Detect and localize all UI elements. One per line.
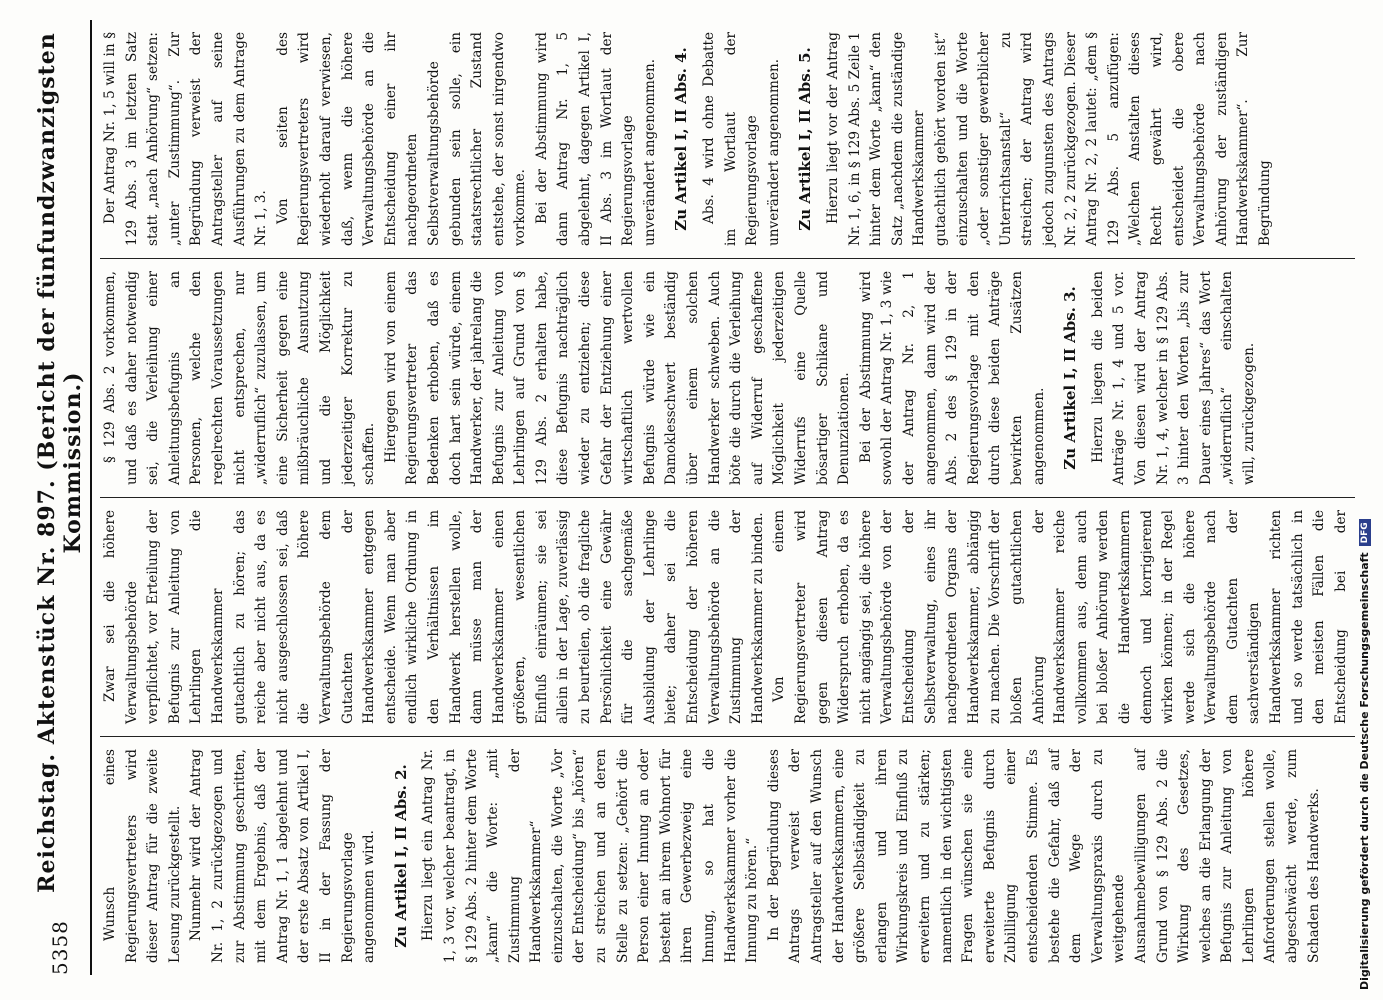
paragraph: Bei der Abstimmung wird dann Antrag Nr. 1, 5 abgelehnt, dagegen Artikel I, II Abs. 3 im Wortlaut der Regierungsvorlage unverändert angenommen. <box>533 32 658 246</box>
paragraph: In der Begründung dieses Antrags verweist der Antragsteller auf den Wunsch der Handwerkskammern, eine größere Selbständigkeit zu erlangen und ihren Wirkungskreis und Einfluß zu erweitern und zu stärken; namentlich in den wichtigsten Fragen wünschen sie eine erweiterte Befugnis durch Zubilligung einer entscheidenden Stimme. Es bestehe die Gefahr, daß auf dem Wege der Verwaltungspraxis durch zu weitgehende Ausnahmebewilligungen auf Grund von § 129 Abs. 2 die Wirkung des Gesetzes, welches an die Erlangung der Befugnis zur Anleitung von Lehrlingen höhere Anforderungen stellen wolle, abgeschwächt werde, zum Schaden des Handwerks. <box>765 749 1322 963</box>
paragraph: Von einem Regierungsvertreter wird gegen diesen Antrag Widerspruch erhoben, da es nicht angängig sei, die höhere Verwaltungsbehörde von der Entscheidung der Selbstverwaltung, eines ihr nachgeordneten Organs der Handwerkskammer, abhängig zu machen. Die Vorschrift der bloßen gutachtlichen Anhörung der Handwerkskammer reiche vollkommen aus, denn auch bei bloßer Anhörung werden die Handwerkskammern dennoch und korrigierend wirken können; in der Regel werde sich die höhere Verwaltungsbehörde nach dem Gutachten der sachverständigen Handwerkskammer richten und so werde tatsächlich in den meisten Fällen die Entscheidung bei der <box>771 510 1349 724</box>
section-heading: Zu Artikel I, II Abs. 2. <box>391 764 410 948</box>
paragraph: Hierzu liegen die beiden Anträge Nr. 1, 4 und 5 vor. Von diesen wird der Antrag Nr. 1, 4, welcher in § 129 Abs. 3 hinter den Worten „bis zur Dauer eines Jahres“ das Wort „widerruflich“ einschalten will, zurückgezogen. <box>1089 271 1257 485</box>
paragraph: Hiergegen wird von einem Regierungsvertreter das Bedenken erhoben, daß es doch hart sein würde, einem Handwerker, der jahrelang die Befugnis zur Anleitung von Lehrlingen auf Grund von § 129 Abs. 2 erhalten habe, diese Befugnis nachträglich wieder zu entziehen; diese Gefahr der Entziehung einer wirtschaftlich wertvollen Befugnis würde wie ein Damoklesschwert beständig über einem solchen Handwerker schweben. Auch böte die durch die Verleihung auf Widerruf geschaffene Möglichkeit jederzeitigen Widerrufs eine Quelle bösartiger Schikane und Denunziationen. <box>382 271 853 485</box>
section-heading: Zu Artikel I, II Abs. 4. <box>672 47 691 231</box>
paragraph: § 129 Abs. 2 vorkommen, und daß es daher notwendig sei, die Verleihung einer Anleitungsbefugnis an Personen, welche den regelrechten Voraussetzungen nicht entsprechen, nur „widerruflich“ zuzulassen, um eine Sicherheit gegen eine mißbräuchliche Ausnutzung und die Möglichkeit jederzeitiger Korrektur zu schaffen. <box>102 271 378 485</box>
column-2 <box>100 497 1355 736</box>
page-number: 5358 <box>48 920 72 975</box>
page-header <box>30 20 92 975</box>
paragraph: Hierzu liegt vor der Antrag Nr. 1, 6, in § 129 Abs. 5 Zeile 1 hinter dem Worte „kann“ den Satz „nachdem die zuständige Handwerkskammer gutachtlich gehört worden ist“ einzuschalten und die Worte „oder sonstiger gewerblicher Unterrichtsanstalt“ zu streichen; der Antrag wird jedoch zugunsten des Antrags Nr. 2, 2 zurückgezogen. Dieser Antrag Nr. 2, 2 lautet: „dem § 129 Abs. 5 anzufügen: „Welchen Anstalten dieses Recht gewährt wird, entscheidet die obere Verwaltungsbehörde nach Anhörung der zuständigen Handwerkskammer“. Zur Begründung <box>825 32 1273 246</box>
funding-notice-text: Digitalisierung gefördert durch die Deutsche Forschungsgemeinschaft <box>1358 552 1371 990</box>
column-3 <box>100 258 1355 497</box>
funding-notice <box>1358 519 1371 990</box>
paragraph: Bei der Abstimmung wird sowohl der Antrag Nr. 1, 3 wie der Antrag Nr. 2, 1 angenommen, dann wird der Abs. 2 des § 129 in der Regierungsvorlage mit den durch diese beiden Anträge bewirkten Zusätzen angenommen. <box>857 271 1047 485</box>
paragraph: Zwar sei die höhere Verwaltungsbehörde verpflichtet, vor Erteilung der Befugnis zur Anleitung von Lehrlingen die Handwerkskammer gutachtlich zu hören; das reiche aber nicht aus, da es nicht ausgeschlossen sei, daß die höhere Verwaltungsbehörde dem Gutachten der Handwerkskammer entgegen entscheide. Wenn man aber endlich wirkliche Ordnung in den Verhältnissen im Handwerk herstellen wolle, dann müsse man der Handwerkskammer einen größeren, wesentlichen Einfluß einräumen; sie sei allein in der Lage, zuverlässig zu beurteilen, ob die fragliche Persönlichkeit eine Gewähr für die sachgemäße Ausbildung der Lehrlinge biete; daher sei die Entscheidung der höheren Verwaltungsbehörde an die Zustimmung der Handwerkskammer zu binden. <box>102 510 766 724</box>
running-title: Reichstag. Aktenstück Nr. 897. (Bericht der fünfundzwanzigsten Kommission.) <box>34 32 86 893</box>
paragraph: Von seiten des Regierungsvertreters wird wiederholt darauf verwiesen, daß, wenn die höhere Verwaltungsbehörde an die Entscheidung einer ihr nachgeordneten Selbstverwaltungsbehörde gebunden sein solle, ein staatsrechtlicher Zustand entstehe, der sonst nirgendwo vorkomme. <box>274 32 529 246</box>
paragraph: Hierzu liegt ein Antrag Nr. 1, 3 vor, welcher beantragt, in § 129 Abs. 2 hinter dem Worte „kann“ die Worte: „mit Zustimmung der Handwerkskammer“ einzuschalten, die Worte „Vor der Entscheidung“ bis „hören“ zu streichen und an deren Stelle zu setzen: „Gehört die Person einer Innung an oder besteht an ihrem Wohnort für ihren Gewerbezweig eine Innung, so hat die Handwerkskammer vorher die Innung zu hören.“ <box>420 749 761 963</box>
column-4 <box>100 20 1355 258</box>
paragraph: Der Antrag Nr. 1, 5 will in § 129 Abs. 3 im letzten Satz statt „nach Anhörung“ setzen: „unter Zustimmung“. Zur Begründung verweist der Antragsteller auf seine Ausführungen zu dem Antrage Nr. 1, 3. <box>102 32 270 246</box>
paragraph: Nunmehr wird der Antrag Nr. 1, 2 zurückgezogen und zur Abstimmung geschritten, mit dem Ergebnis, daß der Antrag Nr. 1, 1 abgelehnt und der erste Absatz von Artikel I, II in der Fassung der Regierungsvorlage angenommen wird. <box>188 749 378 963</box>
section-heading: Zu Artikel I, II Abs. 3. <box>1061 286 1080 470</box>
paragraph: Wunsch eines Regierungsvertreters wird dieser Antrag für die zweite Lesung zurückgestellt. <box>102 749 183 963</box>
text-columns <box>100 20 1355 975</box>
column-1 <box>100 736 1355 975</box>
paragraph: Abs. 4 wird ohne Debatte im Wortlaut der Regierungsvorlage unverändert angenommen. <box>701 32 782 246</box>
section-heading: Zu Artikel I, II Abs. 5. <box>796 47 815 231</box>
rotated-page <box>30 20 1355 975</box>
dfg-logo: DFG <box>1359 519 1371 546</box>
